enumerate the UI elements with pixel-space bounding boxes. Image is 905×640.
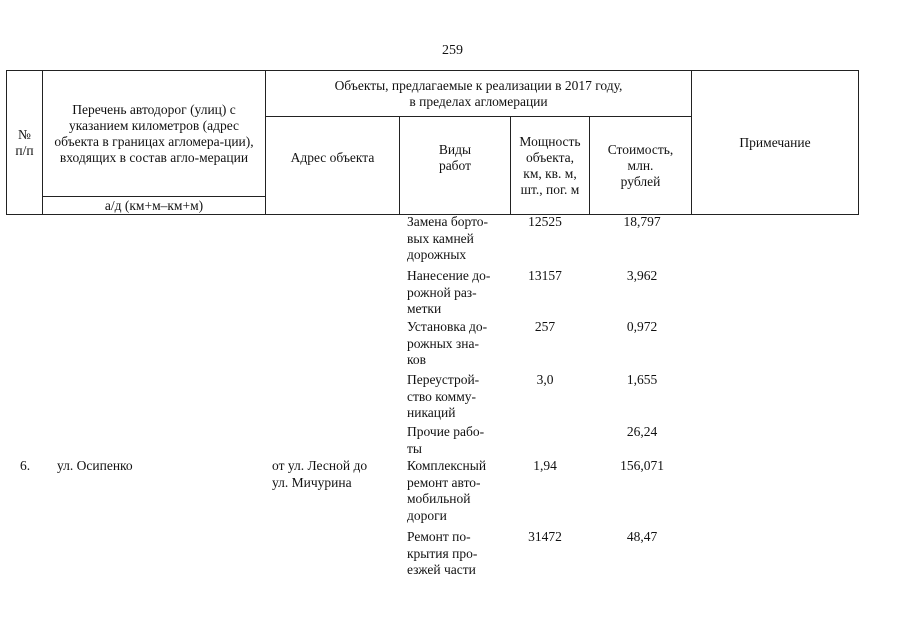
entry-road: ул. Осипенко — [57, 458, 133, 473]
work-type: Переустрой- ство комму- никаций — [407, 372, 480, 420]
cost-value: 156,071 — [620, 458, 664, 473]
header-cost: Стоимость, млн. рублей — [607, 141, 674, 189]
cost-value: 18,797 — [623, 214, 661, 229]
border-right — [858, 70, 859, 215]
capacity-value: 257 — [534, 319, 556, 334]
capacity-value: 12525 — [528, 214, 562, 229]
header-objects: Объекты, предлагаемые к реализации в 2017 году, в пределах агломерации — [334, 77, 623, 109]
entry-address: от ул. Лесной до ул. Мичурина — [272, 458, 368, 490]
col-divider-1 — [42, 70, 43, 215]
capacity-value: 31472 — [528, 529, 562, 544]
header-note: Примечание — [739, 134, 811, 150]
work-type: Ремонт по- крытия про- езжей части — [407, 529, 478, 577]
work-type: Установка до- рожных зна- ков — [407, 319, 488, 367]
work-type: Прочие рабо- ты — [407, 424, 485, 456]
header-road-sub: а/д (км+м–км+м) — [104, 197, 204, 213]
header-works: Виды работ — [438, 142, 472, 173]
header-address: Адрес объекта — [290, 150, 375, 165]
cost-value: 1,655 — [626, 372, 658, 387]
header-capacity: Мощность объекта, км, кв. м, шт., пог. м — [519, 133, 581, 197]
work-type: Нанесение до- рожной раз- метки — [407, 268, 491, 316]
header-road: Перечень автодорог (улиц) с указанием километров (адрес объекта в границах агломера-ции), входящих в состав агло-мерации — [54, 101, 254, 165]
capacity-value: 3,0 — [536, 372, 554, 387]
work-type: Комплексный ремонт авто- мобильной дороги — [407, 458, 487, 523]
cost-value: 48,47 — [626, 529, 658, 544]
page-number: 259 — [442, 43, 463, 58]
table-header — [6, 70, 859, 215]
cost-value: 26,24 — [626, 424, 658, 439]
cost-value: 0,972 — [626, 319, 658, 334]
capacity-value: 13157 — [528, 268, 562, 283]
entry-number: 6. — [20, 458, 31, 473]
capacity-value: 1,94 — [533, 458, 557, 473]
header-num: № п/п — [15, 126, 34, 158]
cost-value: 3,962 — [626, 268, 658, 283]
work-type: Замена борто- вых камней дорожных — [407, 214, 489, 262]
